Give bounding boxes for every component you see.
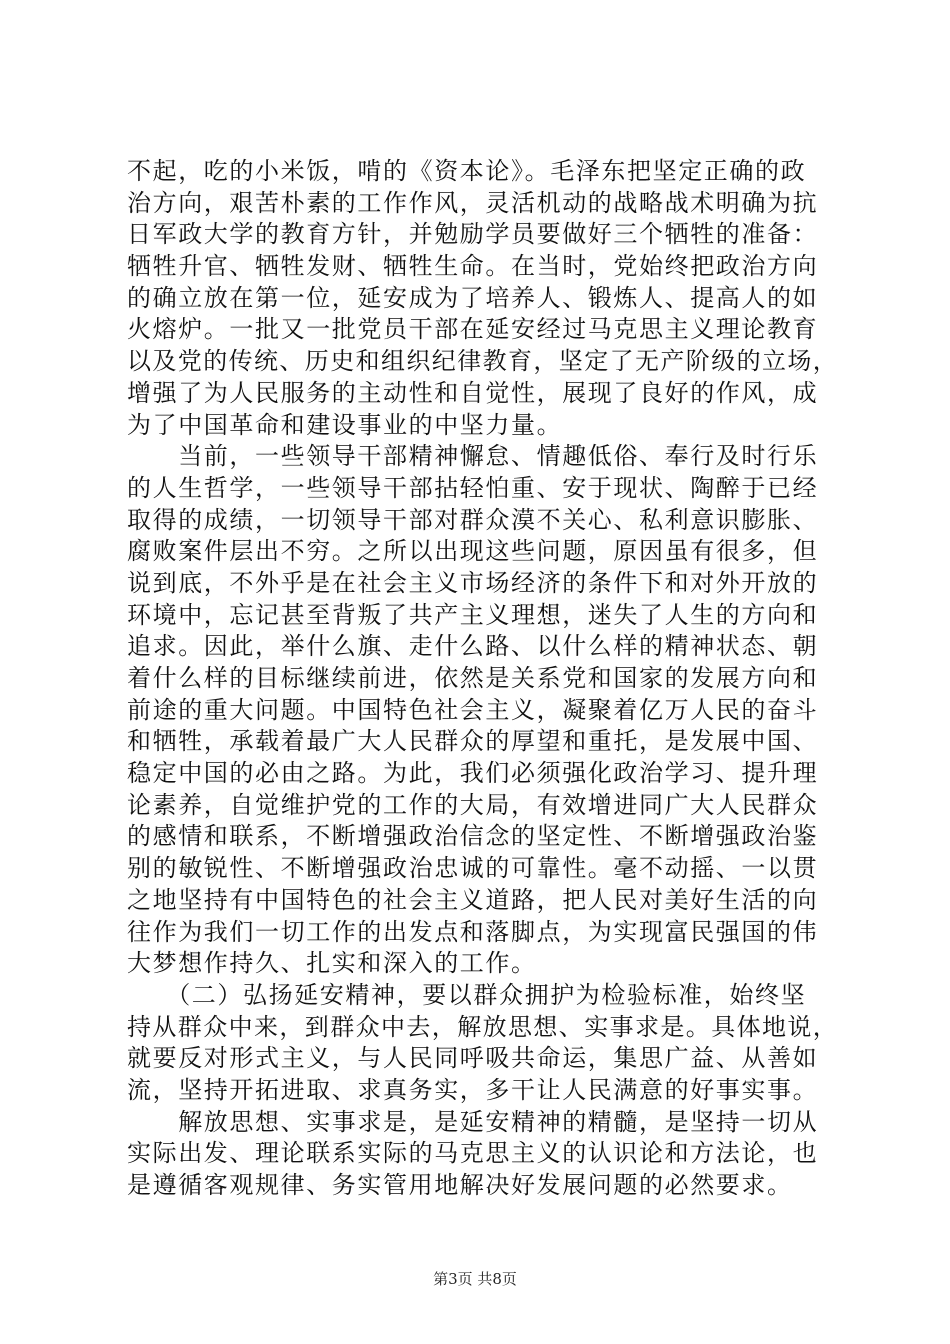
document-body bbox=[127, 156, 839, 1202]
page-footer: 第3页 共8页 bbox=[433, 1270, 517, 1288]
text-line: 增强了为人民服务的主动性和自觉性，展现了良好的作风，成 bbox=[127, 378, 819, 407]
text-line: 之地坚持有中国特色的社会主义道路，把人民对美好生活的向 bbox=[127, 885, 819, 914]
text-line: 腐败案件层出不穷。之所以出现这些问题，原因虽有很多，但 bbox=[127, 537, 819, 566]
text-line: 火熔炉。一批又一批党员干部在延安经过马克思主义理论教育 bbox=[127, 315, 819, 344]
text-line: 论素养，自觉维护党的工作的大局，有效增进同广大人民群众 bbox=[127, 790, 819, 819]
text-line: 就要反对形式主义，与人民同呼吸共命运，集思广益、从善如 bbox=[127, 1044, 819, 1073]
text-line: 牺牲升官、牺牲发财、牺牲生命。在当时，党始终把政治方向 bbox=[127, 252, 819, 281]
text-line: 为了中国革命和建设事业的中坚力量。 bbox=[127, 410, 563, 439]
text-line: 的确立放在第一位，延安成为了培养人、锻炼人、提高人的如 bbox=[127, 283, 819, 312]
text-line: 不起，吃的小米饭，啃的《资本论》。毛泽东把坚定正确的政 bbox=[127, 157, 807, 185]
text-line: 持从群众中来，到群众中去，解放思想、实事求是。具体地说， bbox=[127, 1012, 839, 1041]
text-line: 前途的重大问题。中国特色社会主义，凝聚着亿万人民的奋斗 bbox=[127, 695, 819, 724]
text-line: 以及党的传统、历史和组织纪律教育，坚定了无产阶级的立场， bbox=[127, 347, 839, 376]
text-line: 说到底，不外乎是在社会主义市场经济的条件下和对外开放的 bbox=[127, 568, 819, 597]
text-line: 的感情和联系，不断增强政治信念的坚定性、不断增强政治鉴 bbox=[127, 822, 819, 851]
text-line: （二）弘扬延安精神，要以群众拥护为检验标准，始终坚 bbox=[127, 980, 807, 1009]
text-line: 大梦想作持久、扎实和深入的工作。 bbox=[127, 949, 537, 978]
text-line: 日军政大学的教育方针，并勉励学员要做好三个牺牲的准备： bbox=[127, 220, 819, 249]
text-line: 和牺牲，承载着最广大人民群众的厚望和重托，是发展中国、 bbox=[127, 727, 819, 756]
text-line: 的人生哲学，一些领导干部拈轻怕重、安于现状、陶醉于已经 bbox=[127, 473, 819, 502]
text-line: 稳定中国的必由之路。为此，我们必须强化政治学习、提升理 bbox=[127, 759, 819, 788]
text-line: 治方向，艰苦朴素的工作作风，灵活机动的战略战术明确为抗 bbox=[127, 188, 819, 217]
text-line: 解放思想、实事求是，是延安精神的精髓，是坚持一切从 bbox=[127, 1107, 819, 1136]
text-line: 当前，一些领导干部精神懈怠、情趣低俗、奉行及时行乐 bbox=[127, 442, 819, 471]
text-line: 实际出发、理论联系实际的马克思主义的认识论和方法论，也 bbox=[127, 1139, 819, 1168]
text-line: 取得的成绩，一切领导干部对群众漠不关心、私利意识膨胀、 bbox=[127, 505, 819, 534]
text-line: 环境中，忘记甚至背叛了共产主义理想，迷失了人生的方向和 bbox=[127, 600, 819, 629]
text-line: 流，坚持开拓进取、求真务实，多干让人民满意的好事实事。 bbox=[127, 1075, 819, 1104]
text-line: 别的敏锐性、不断增强政治忠诚的可靠性。毫不动摇、一以贯 bbox=[127, 854, 819, 883]
text-line: 着什么样的目标继续前进，依然是关系党和国家的发展方向和 bbox=[127, 664, 819, 692]
text-line: 是遵循客观规律、务实管用地解决好发展问题的必然要求。 bbox=[127, 1171, 793, 1199]
text-line: 往作为我们一切工作的出发点和落脚点，为实现富民强国的伟 bbox=[127, 917, 819, 946]
text-line: 追求。因此，举什么旗、走什么路、以什么样的精神状态、朝 bbox=[127, 632, 819, 661]
